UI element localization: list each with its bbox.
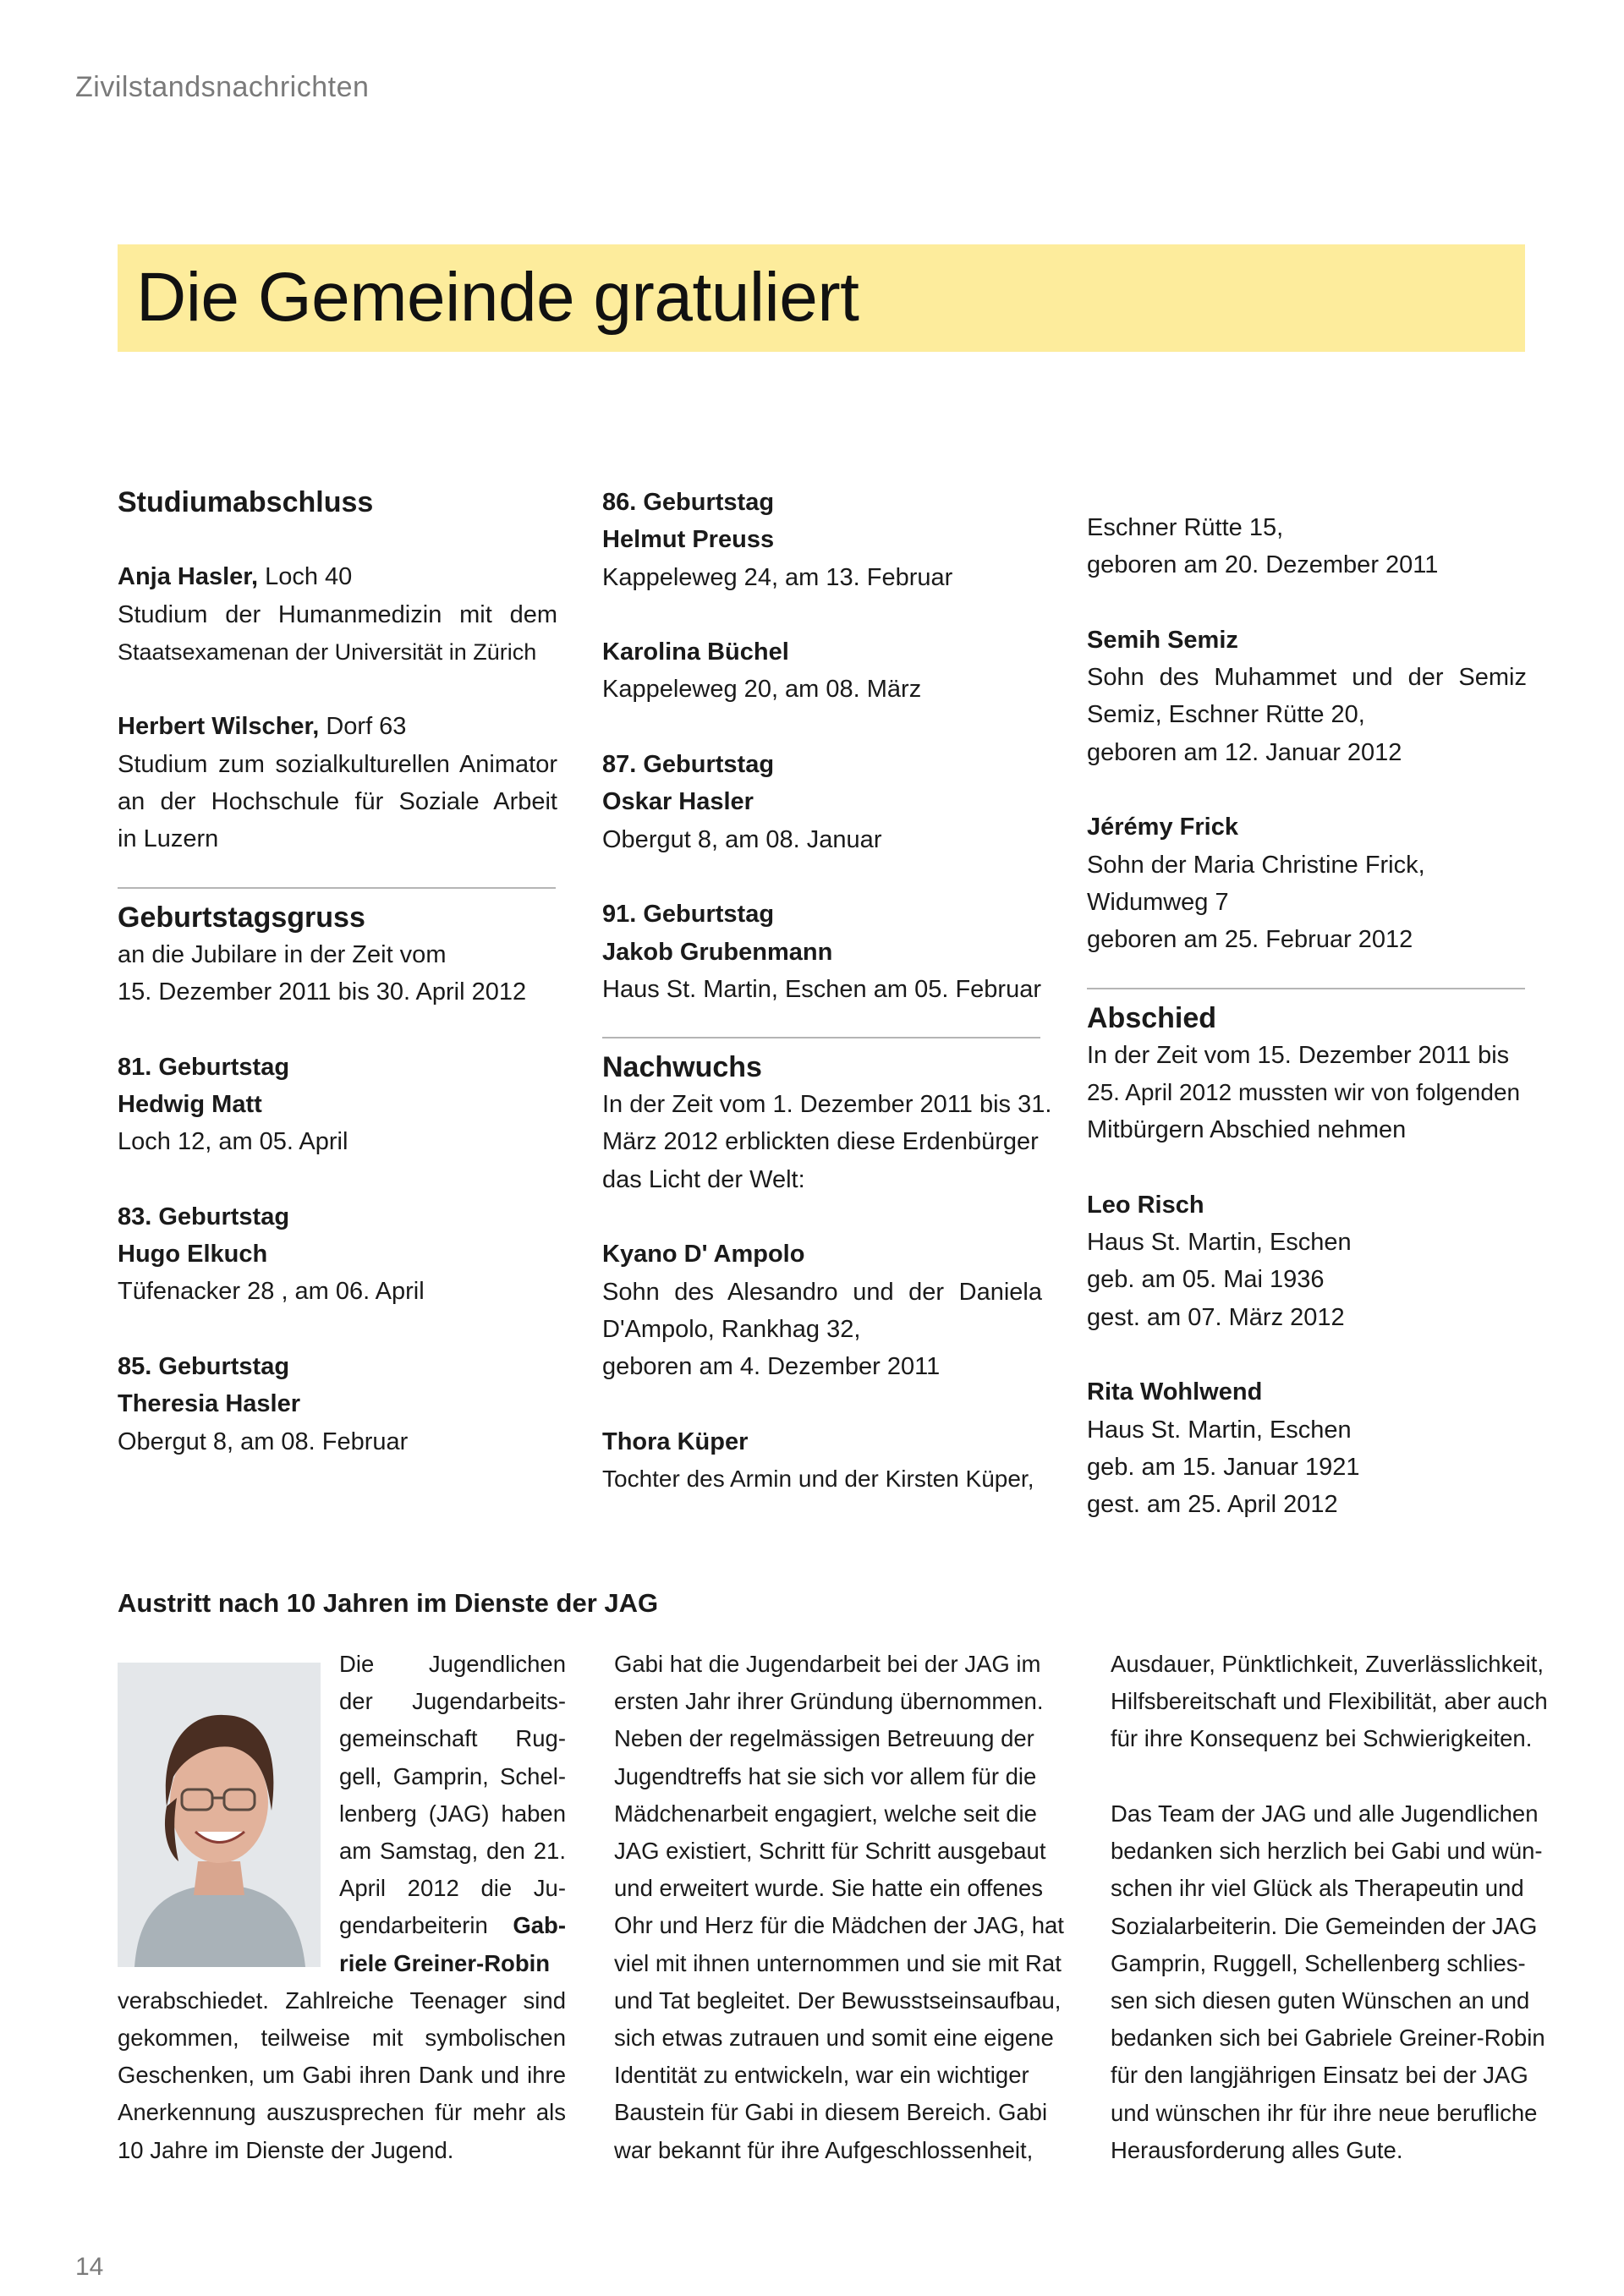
baby-name: Semih Semiz	[1087, 626, 1238, 654]
birthday-name: Hugo Elkuch	[118, 1241, 268, 1269]
birthday-name: Oskar Hasler	[602, 788, 754, 816]
birthday-name: Hedwig Matt	[118, 1090, 262, 1118]
geburtstag-heading: Geburtstagsgruss	[118, 901, 365, 934]
section-label: Zivilstandsnachrichten	[75, 71, 370, 103]
baby-name: Kyano D' Ampolo	[602, 1241, 805, 1269]
article-column-1: Die Jugendlichen der Jugendarbeits- gemeinschaft Rug- gell, Gamprin, Schel- lenberg (JAG) haben am Samstag, den 21. April 2012 die Ju- gendarbeiterin Gab- riele Greiner-Robin verabschiedet. Zahlreiche Teenager sind gekommen, teilweise mit symbolischen Geschenken, um Gabi ihren Dank und ihre Anerkennung auszusprechen für mehr als 10 Jahre im Dienste der Jugend.	[118, 1651, 566, 2163]
studium-heading: Studiumabschluss	[118, 486, 374, 518]
baby-name: Jérémy Frick	[1087, 814, 1238, 841]
birthday-name: Karolina Büchel	[602, 638, 789, 666]
page-title: Die Gemeinde gratuliert	[136, 259, 859, 336]
divider	[118, 887, 556, 889]
divider	[602, 1037, 1040, 1038]
article-column-3: Ausdauer, Pünktlichkeit, Zuverlässlichkeit, Hilfsbereitschaft und Flexibilität, aber auch für ihre Konsequenz bei Schwierigkeiten. Das Team der JAG und alle Jugendlichen bedanken sich herzlich bei Gabi und wün- schen ihr viel Glück als Therapeutin und Sozialarbeiterin. Die Gemeinden der JAG Gamprin, Ruggell, Schellenberg schlies- sen sich diesen guten Wünschen an und bedanken sich bei Gabriele Greiner-Robin für den langjährigen Einsatz bei der JAG und wünschen ihr für ihre neue berufliche Herausforderung alles Gute.	[1111, 1651, 1548, 2163]
baby-name: Thora Küper	[602, 1427, 749, 1455]
studium-entry: Anja Hasler, Loch 40	[118, 563, 353, 591]
column-1: Studiumabschluss Anja Hasler, Loch 40 Studium der Humanmedizin mit dem Staatsexamenan der Universität in Zürich Herbert Wilscher, Dorf 63 Studium zum sozialkulturellen Animator an der Hochschule für Soziale Arbeit in Luzern Geburtstagsgruss an die Jubilare in der Zeit vom 15. Dezember 2011 bis 30. April 2012 81. Geburtstag Hedwig Matt Loch 12, am 05. April 83. Geburtstag Hugo Elkuch Tüfenacker 28 , am 06. April 85. Geburtstag Theresia Hasler Obergut 8, am 08. Februar	[118, 484, 557, 1460]
birthday-name: Helmut Preuss	[602, 526, 775, 554]
birthday-name: Jakob Grubenmann	[602, 938, 833, 966]
column-2: 86. Geburtstag Helmut Preuss Kappeleweg 24, am 13. Februar Karolina Büchel Kappeleweg 20, am 08. März 87. Geburtstag Oskar Hasler Obergut 8, am 08. Januar 91. Geburtstag Jakob Grubenmann Haus St. Martin, Eschen am 05. Februar Nachwuchs In der Zeit vom 1. Dezember 2011 bis 31. März 2012 erblickten diese Erdenbürger das Licht der Welt: Kyano D' Ampolo Sohn des Alesandro und der Daniela D'Ampolo, Rankhag 32, geboren am 4. Dezember 2011 Thora Küper Tochter des Armin und der Kirsten Küper,	[602, 489, 1052, 1493]
studium-entry: Herbert Wilscher, Dorf 63	[118, 713, 407, 741]
divider	[1087, 988, 1525, 989]
deceased-name: Leo Risch	[1087, 1191, 1204, 1219]
jag-heading: Austritt nach 10 Jahren im Dienste der JAG	[118, 1588, 659, 1618]
birthday-name: Theresia Hasler	[118, 1390, 301, 1418]
abschied-heading: Abschied	[1087, 1001, 1217, 1034]
title-band	[118, 244, 1525, 352]
nachwuchs-heading: Nachwuchs	[602, 1051, 762, 1084]
article-column-2: Gabi hat die Jugendarbeit bei der JAG im ersten Jahr ihrer Gründung übernommen. Neben der regelmässigen Betreuung der Jugendtreffs hat sie sich vor allem für die Mädchenarbeit engagiert, welche seit die JAG existiert, Schritt für Schritt ausgebaut und erweitert wurde. Sie hatte ein offenes Ohr und Herz für die Mädchen der JAG, hat viel mit ihnen unternommen und sie mit Rat und Tat begleitet. Der Bewusstseinsaufbau, sich etwas zutrauen und somit eine eigene Identität zu entwickeln, war ein wichtiger Baustein für Gabi in diesem Bereich. Gabi war bekannt für ihre Aufgeschlossenheit,	[614, 1651, 1064, 2163]
column-3: Eschner Rütte 15, geboren am 20. Dezember 2011 Semih Semiz Sohn des Muhammet und der Semiz Semiz, Eschner Rütte 20, geboren am 12. Januar 2012 Jérémy Frick Sohn der Maria Christine Frick, Widumweg 7 geboren am 25. Februar 2012 Abschied In der Zeit vom 15. Dezember 2011 bis 25. April 2012 mussten wir von folgenden Mitbürgern Abschied nehmen Leo Risch Haus St. Martin, Eschen geb. am 05. Mai 1936 gest. am 07. März 2012 Rita Wohlwend Haus St. Martin, Eschen geb. am 15. Januar 1921 gest. am 25. April 2012	[1087, 514, 1527, 1519]
deceased-name: Rita Wohlwend	[1087, 1378, 1263, 1406]
page-number: 14	[75, 2253, 104, 2281]
